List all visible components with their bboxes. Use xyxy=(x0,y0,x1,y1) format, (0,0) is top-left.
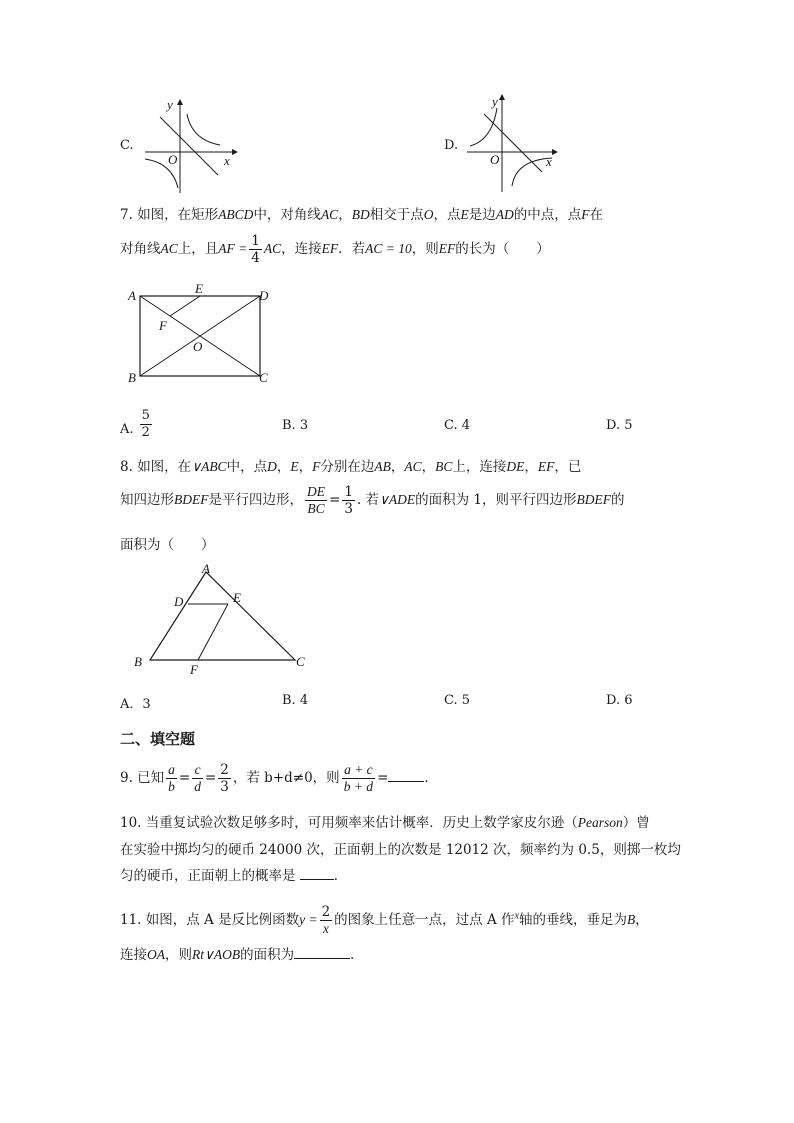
q7-option-a-fraction: $\frac{5}{2}$ xyxy=(141,408,150,440)
origin-label: O xyxy=(168,152,178,167)
q6-option-d-label: D. xyxy=(444,138,459,153)
y-axis-arrow xyxy=(499,94,505,100)
q8-fraction-de-bc: $\frac{DE}{BC}$ xyxy=(307,484,325,516)
q7-option-a: A. $\frac{5}{2}$ xyxy=(120,408,150,440)
q11-answer-blank[interactable] xyxy=(294,944,350,959)
label-a: A xyxy=(128,288,136,303)
q10-line-1: 10. 当重复试验次数足够多时，可用频率来估计概率．历史上数学家皮尔逊（Pearson）曾 xyxy=(120,815,650,831)
label-a: A xyxy=(202,561,210,576)
hyperbola-branch-1 xyxy=(187,114,220,145)
label-c: C xyxy=(259,370,268,385)
triangle-abc xyxy=(150,572,295,660)
label-d: D xyxy=(174,594,184,609)
label-o: O xyxy=(193,339,203,354)
x-axis-label: x xyxy=(546,154,552,169)
label-b: B xyxy=(128,370,136,385)
x-axis-arrow xyxy=(232,149,238,155)
q9-fraction-c-d: $\frac{c}{d}$ xyxy=(194,762,201,794)
q6-option-c-label: C. xyxy=(120,138,134,153)
label-f: F xyxy=(159,318,167,333)
y-axis-label: y xyxy=(492,94,498,109)
q10-line-2: 在实验中掷均匀的硬币 24000 次，正面朝上的次数是 12012 次，频率约为 0.5，则掷一枚均 xyxy=(120,842,681,858)
x-axis-label: x xyxy=(224,153,230,168)
q8-fraction-one-third: $\frac{1}{3}$ xyxy=(344,484,353,517)
q6-graph-c xyxy=(140,95,240,195)
label-f: F xyxy=(190,662,198,677)
q7-option-b: B. 3 xyxy=(282,418,309,433)
label-e: E xyxy=(233,590,241,605)
hyperbola-branch-2 xyxy=(470,108,497,146)
section-heading-fill-in: 二、填空题 xyxy=(120,730,196,748)
q10-answer-blank[interactable] xyxy=(300,865,334,880)
q7-line-1: 7. 如图，在矩形ABCD中，对角线AC，BD相交于点O，点E是边AD的中点，点F在 xyxy=(120,207,603,223)
segment-ef xyxy=(170,296,200,316)
q9-answer-blank[interactable] xyxy=(388,767,424,782)
label-b: B xyxy=(134,654,142,669)
segment-ef xyxy=(198,604,228,660)
q8-line-1: 8. 如图，在∨ABC中，点D，E，F分别在边AB，AC，BC上，连接DE，EF，已 xyxy=(120,459,582,475)
y-axis-arrow xyxy=(177,99,183,105)
q8-option-d: D. 6 xyxy=(606,693,633,708)
q10-line-3: 匀的硬币，正面朝上的概率是 ． xyxy=(120,864,347,884)
y-axis-label: y xyxy=(167,97,173,112)
q7-line-2: 对角线AC上，且AF = $\frac{1}{4}$ AC，连接EF．若AC = 10，则EF的长为（ ） xyxy=(120,233,550,266)
q8-triangle-figure xyxy=(130,560,320,680)
q9-fraction-2-3: $\frac{2}{3}$ xyxy=(220,762,229,795)
q9-line: 9. 已知 $\frac{a}{b}$ = $\frac{c}{d}$ = $\frac{2}{3}$ ，若 b+d≠0，则 $\frac{a + c}{b + d}$ = ． xyxy=(120,762,438,795)
q8-option-c: C. 5 xyxy=(444,693,471,708)
origin-label: O xyxy=(490,152,500,167)
q8-line-2: 知四边形BDEF是平行四边形， $\frac{DE}{BC}$ = $\frac{1}{3}$ . 若∨ADE的面积为 1，则平行四边形BDEF的 xyxy=(120,484,625,517)
q11-line-1: 11. 如图，点 A 是反比例函数y = $\frac{2}{x}$ 的图象上任意一点，过点 A 作$^x$轴的垂线，垂足为B， xyxy=(120,904,649,936)
q8-option-b: B. 4 xyxy=(282,693,309,708)
q6-graph-d xyxy=(462,90,562,195)
q11-fraction-2-x: $\frac{2}{x}$ xyxy=(321,904,331,936)
q7-fraction: $\frac{1}{4}$ xyxy=(251,233,260,266)
q7-option-c: C. 4 xyxy=(444,418,471,433)
q11-line-2: 连接OA，则Rt∨AOB的面积为 ． xyxy=(120,943,364,963)
x-axis-arrow xyxy=(552,149,558,155)
label-e: E xyxy=(195,282,203,296)
label-d: D xyxy=(259,288,269,303)
label-c: C xyxy=(296,654,305,669)
q7-rectangle-figure xyxy=(122,282,282,390)
q8-option-a: A．3 xyxy=(120,697,151,712)
q7-option-d: D. 5 xyxy=(606,418,633,433)
q8-line-3: 面积为（ ） xyxy=(120,537,215,553)
q9-fraction-a-b: $\frac{a}{b}$ xyxy=(168,762,175,794)
q9-fraction-sum: $\frac{a + c}{b + d}$ xyxy=(343,762,374,794)
